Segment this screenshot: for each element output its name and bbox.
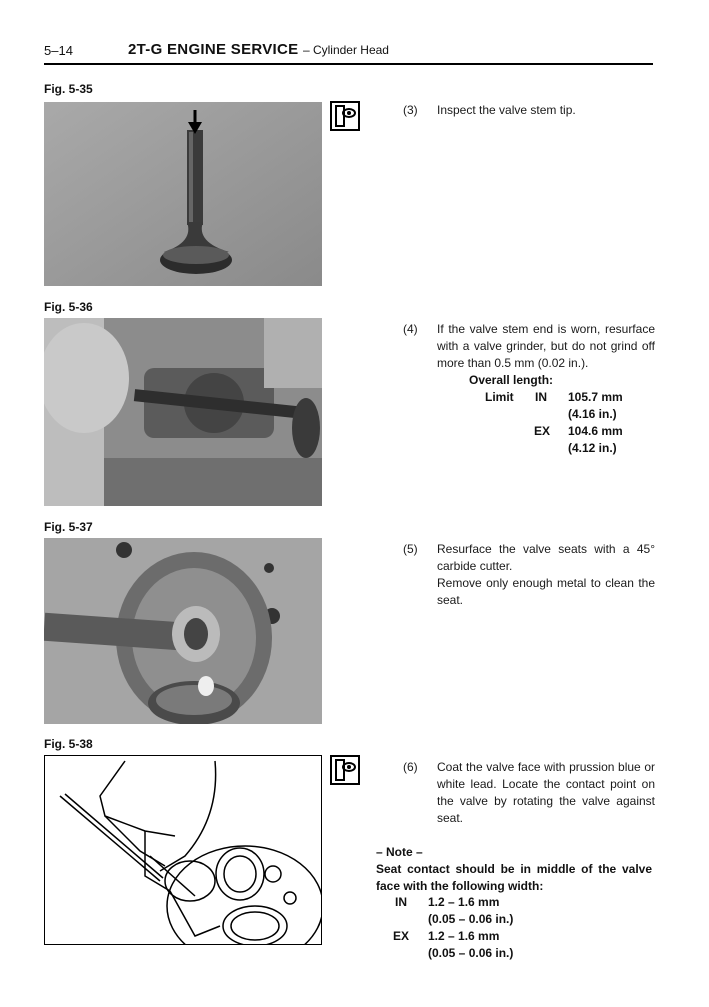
note-ex-inch: (0.05 – 0.06 in.) — [428, 946, 514, 960]
spec-ex-inch: (4.12 in.) — [568, 441, 617, 455]
figure-5-37-photo — [44, 538, 322, 724]
figure-caption-5-38: Fig. 5-38 — [44, 737, 93, 751]
figure-5-36-photo — [44, 318, 322, 506]
note-in-label: IN — [395, 895, 407, 909]
page-title — [128, 41, 389, 58]
spec-ex-mm: 104.6 mm — [568, 424, 623, 438]
step-3 — [403, 102, 655, 122]
spec-in-mm: 105.7 mm — [568, 390, 623, 404]
header-rule — [44, 63, 653, 65]
page-number: 5–14 — [44, 43, 73, 58]
step-number: (6) — [403, 760, 418, 774]
step-number: (3) — [403, 103, 418, 117]
step-5 — [403, 541, 655, 609]
section-subtitle: – Cylinder Head — [302, 43, 389, 57]
step-text-2: Remove only enough metal to clean the seat. — [437, 576, 655, 607]
overall-length-heading: Overall length: — [469, 373, 554, 387]
note-ex-label: EX — [393, 929, 410, 943]
inspect-eye-icon — [330, 755, 360, 785]
note-ex-mm: 1.2 – 1.6 mm — [428, 929, 500, 943]
figure-5-38-drawing — [44, 755, 322, 945]
note-body: Seat contact should be in middle of the valve face with the following width: — [376, 862, 652, 893]
step-text: Coat the valve face with prussion blue or white lead. Locate the contact point on the valve by rotating the valve against seat. — [437, 760, 655, 825]
note-in-inch: (0.05 – 0.06 in.) — [428, 912, 514, 926]
step-6 — [403, 759, 655, 829]
section-title: 2T-G ENGINE SERVICE — [128, 41, 299, 58]
inspect-eye-icon — [330, 101, 360, 131]
note-in-mm: 1.2 – 1.6 mm — [428, 895, 500, 909]
step-number: (5) — [403, 542, 418, 556]
step-4 — [403, 321, 655, 375]
figure-caption-5-35: Fig. 5-35 — [44, 82, 93, 96]
figure-caption-5-37: Fig. 5-37 — [44, 520, 93, 534]
step-text: Inspect the valve stem tip. — [437, 103, 576, 117]
spec-in-label: IN — [535, 390, 547, 404]
spec-in-inch: (4.16 in.) — [568, 407, 617, 421]
step-text: If the valve stem end is worn, resurface with a valve grinder, but do not grind off more than 0.5 mm (0.02 in.). — [437, 322, 655, 370]
step-number: (4) — [403, 322, 418, 336]
spec-ex-label: EX — [534, 424, 551, 438]
note-label: – Note – — [376, 845, 423, 859]
figure-caption-5-36: Fig. 5-36 — [44, 300, 93, 314]
figure-5-35-photo — [44, 102, 322, 286]
step-text: Resurface the valve seats with a 45° carbide cutter. — [437, 542, 655, 573]
limit-label: Limit — [485, 390, 514, 404]
